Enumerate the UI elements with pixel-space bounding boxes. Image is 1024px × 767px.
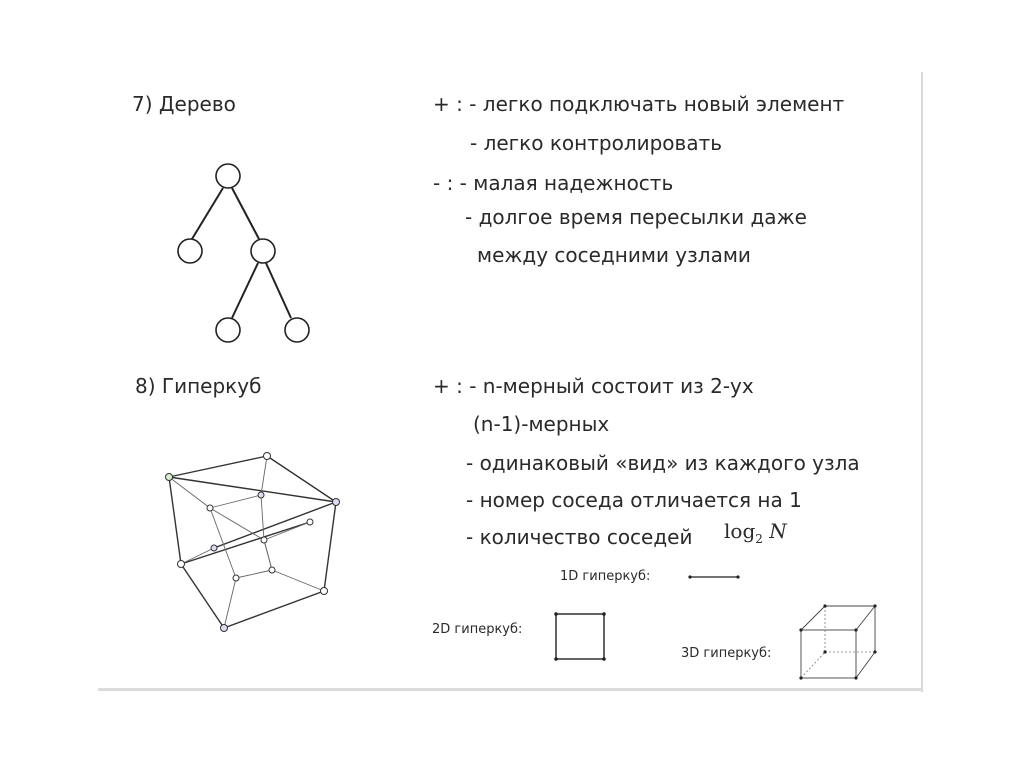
- label-2d-hypercube: 2D гиперкуб:: [432, 622, 523, 637]
- hypercube-3d-diagram: [795, 600, 880, 682]
- hypercube-node: [307, 519, 313, 525]
- tree-pro-item: - легко контролировать: [470, 131, 723, 155]
- hypercube-pro-item: - номер соседа отличается на 1: [466, 488, 802, 512]
- hypercube-1d-diagram: [688, 572, 740, 582]
- slide-edge-bottom: [98, 688, 923, 691]
- hypercube-pros-marker: + : - n-мерный состоит из 2-ух: [433, 374, 754, 398]
- label-1d-hypercube: 1D гиперкуб:: [560, 569, 651, 584]
- hypercube-pro-item: - одинаковый «вид» из каждого узла: [466, 451, 860, 475]
- slide-edge-right: [921, 72, 923, 692]
- hypercube-node: [321, 588, 328, 595]
- hypercube-pro-item: - количество соседей: [466, 525, 693, 549]
- hypercube-pro-item: (n-1)-мерных: [473, 412, 610, 436]
- tree-con-item: - долгое время пересылки даже: [465, 205, 807, 229]
- tree-node: [251, 239, 275, 263]
- tree-cons-marker: - : - малая надежность: [433, 171, 674, 195]
- hypercube-node: [178, 561, 185, 568]
- hypercube-node: [166, 474, 173, 481]
- tree-pros-marker: + : - легко подключать новый элемент: [433, 92, 845, 116]
- hypercube-node: [207, 505, 213, 511]
- label-3d-hypercube: 3D гиперкуб:: [681, 646, 772, 661]
- tree-node: [178, 239, 202, 263]
- tree-node: [216, 318, 240, 342]
- hypercube-node: [211, 545, 217, 551]
- hypercube-node: [261, 537, 267, 543]
- tree-diagram: [170, 155, 320, 350]
- tree-title: 7) Дерево: [132, 92, 236, 116]
- hypercube-node: [333, 499, 340, 506]
- tree-node: [216, 164, 240, 188]
- hypercube-node: [264, 453, 271, 460]
- hypercube-node: [233, 575, 239, 581]
- log2n-formula: $\log_2 N$: [724, 519, 787, 546]
- hypercube-node: [269, 567, 275, 573]
- hypercube-4d-diagram: [160, 440, 360, 640]
- tree-con-item: между соседними узлами: [477, 243, 751, 267]
- hypercube-node: [221, 625, 228, 632]
- tree-node: [285, 318, 309, 342]
- hypercube-title: 8) Гиперкуб: [135, 374, 262, 398]
- hypercube-node: [258, 492, 264, 498]
- hypercube-2d-diagram: [553, 611, 609, 663]
